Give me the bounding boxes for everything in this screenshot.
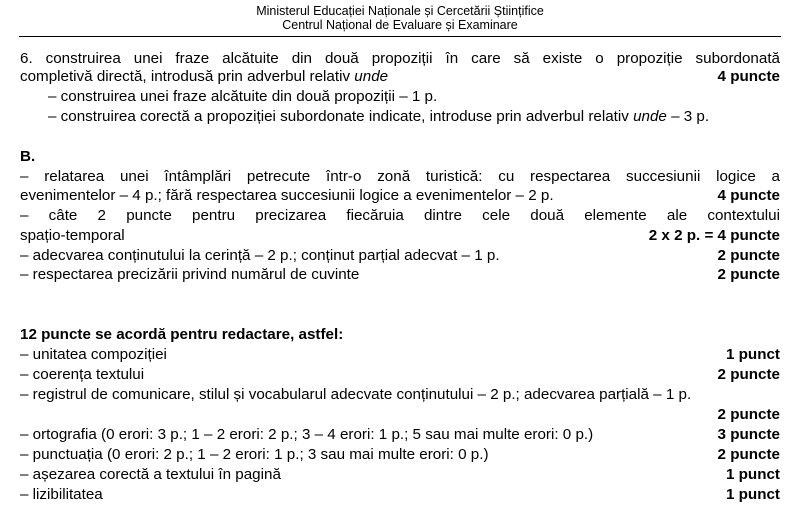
redactare-item bbox=[20, 425, 780, 445]
header-ministry: Ministerul Educației Naționale și Cercetării Științifice bbox=[256, 4, 544, 18]
redactare-item-text: – punctuația (0 erori: 2 p.; 1 – 2 erori: 1 p.; 3 sau mai multe erori: 0 p.) bbox=[20, 446, 489, 463]
redactare-item-points: 2 puncte bbox=[717, 366, 780, 383]
header-center: Centrul Național de Evaluare și Examinare bbox=[282, 18, 518, 32]
section-b-r2-text: spațio-temporal bbox=[20, 227, 125, 244]
section-b-r2-line2 bbox=[20, 226, 780, 246]
header-divider bbox=[19, 36, 781, 37]
item6-sub2-word: unde bbox=[633, 108, 667, 125]
item6-sub2-end: – 3 p. bbox=[666, 108, 710, 125]
item6-points: 4 puncte bbox=[717, 68, 780, 85]
redactare-item-text: – așezarea corectă a textului în pagină bbox=[20, 466, 281, 483]
section-b-r3-text: – adecvarea conținutului la cerință – 2 p.; conținut parțial adecvat – 1 p. bbox=[20, 247, 500, 264]
redactare-item-text: – ortografia (0 erori: 3 p.; 1 – 2 erori: 2 p.; 3 – 4 erori: 1 p.; 5 sau mai multe erori: 0 p.) bbox=[20, 426, 594, 443]
redactare-item-points: 2 puncte bbox=[717, 446, 780, 463]
section-b-r3 bbox=[20, 246, 780, 266]
redactare-item-text: – registrul de comunicare, stilul și vocabularul adecvate conținutului – 2 p.; adecvarea parțială – 1 p. bbox=[20, 386, 692, 403]
redactare-item-points: 1 punct bbox=[725, 346, 780, 363]
section-b-r3-points: 2 puncte bbox=[717, 247, 780, 264]
item6-line1: 6. construirea unei fraze alcătuite din două propoziții în care să existe o propoziție subordonată bbox=[20, 50, 780, 67]
section-b-r4-text: – respectarea precizării privind numărul de cuvinte bbox=[20, 266, 360, 283]
section-b-title: B. bbox=[20, 148, 36, 165]
redactare-item bbox=[20, 445, 780, 465]
section-b-r2-line1: – câte 2 puncte pentru precizarea fiecăruia dintre cele două elemente ale contextului bbox=[20, 207, 780, 224]
redactare-title: 12 puncte se acordă pentru redactare, astfel: bbox=[20, 326, 344, 343]
section-b-r4 bbox=[20, 265, 780, 285]
item6-line2-word: unde bbox=[354, 68, 389, 85]
section-b-r1-line1: – relatarea unei întâmplări petrecute într-o zonă turistică: cu respectarea succesiunii logice a bbox=[20, 168, 780, 185]
redactare-item-text: – coerența textului bbox=[20, 366, 145, 383]
section-b-r4-points: 2 puncte bbox=[717, 266, 780, 283]
item6-sub2 bbox=[20, 107, 800, 127]
item6-sub1: – construirea unei fraze alcătuite din două propoziții – 1 p. bbox=[48, 88, 438, 105]
item6-line2-text: completivă directă, introdusă prin adverbul relativ bbox=[20, 68, 355, 85]
redactare-item-points: 3 puncte bbox=[717, 426, 780, 443]
redactare-item-points: 1 punct bbox=[725, 466, 780, 483]
redactare-item-text: – lizibilitatea bbox=[20, 486, 103, 503]
redactare-item bbox=[20, 465, 780, 485]
redactare-item-points: 1 punct bbox=[725, 486, 780, 503]
redactare-item bbox=[20, 485, 780, 505]
redactare-item-points: 2 puncte bbox=[717, 406, 780, 423]
section-b-r1-text: evenimentelor – 4 p.; fără respectarea succesiunii logice a evenimentelor – 2 p. bbox=[20, 187, 554, 204]
item6-line2 bbox=[20, 67, 780, 87]
redactare-item-text: – unitatea compoziției bbox=[20, 346, 167, 363]
section-b-r1-line2 bbox=[20, 186, 780, 206]
redactare-item bbox=[20, 365, 780, 385]
section-b-r1-points: 4 puncte bbox=[717, 187, 780, 204]
section-b-r2-points: 2 x 2 p. = 4 puncte bbox=[648, 227, 780, 244]
item6-sub2-text: – construirea corectă a propoziției subordonate indicate, introduse prin adverbul relativ bbox=[48, 108, 634, 125]
redactare-item bbox=[20, 405, 780, 425]
redactare-item bbox=[20, 345, 780, 365]
redactare-item bbox=[20, 385, 780, 405]
